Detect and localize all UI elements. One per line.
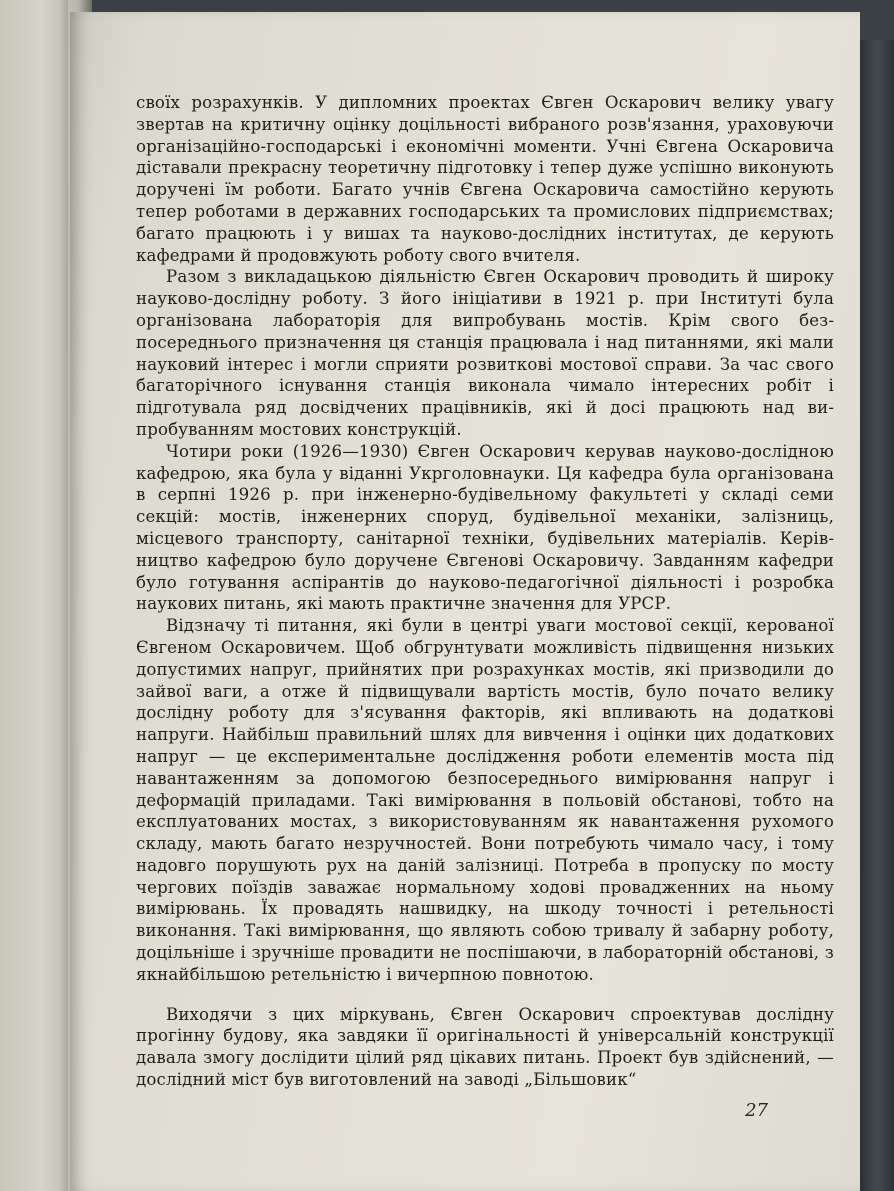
book-page [70,12,860,1191]
paragraph-4: Відзначу ті питання, які були в центрі уваги мостової секції, керованої Євгеном Оскаровичем. Щоб обгрунтувати можливість підвищення низьких допустимих напруг, прийнятих при розрахунках мостів, які призводили до зайвої ваги, а отже й підвищували вартість мостів, було почато велику дослідну роботу для з'ясування факторів, які впливають на додаткові напруги. Найбільш правильний шлях для вивчення і оцінки цих додаткових напруг — це експериментальне дослідження роботи елементів моста під навантаженням за допомогою безпосереднього вимірювання напруг і деформацій приладами. Такі вимірювання в польовій обстанові, тобто на експлуатованих мостах, з використовуванням як навантаження рухомого складу, мають багато незручностей. Вони потребують чимало часу, і тому надовго порушують рух на даній залізниці. Потреба в пропуску по мосту чергових поїздів заважає нормальному ходові провадженних на ньому вимірювань. Їх провадять нашвидку, на шкоду точності і ретельності виконання. Такі вимірювання, що являють собою тривалу й забарну роботу, доцільніше і зручніше провадити не поспішаючи, в лабораторній обстанові, з якнайбільшою ретельністю і вичерпною повнотою. [136,616,834,984]
page-number: 27 [745,1100,768,1121]
paragraph-3: Чотири роки (1926—1930) Євген Оскарович керував науково-дослідною кафедрою, яка була у віданні Укрголовнауки. Ця кафедра була організована в серпні 1926 р. при інженерно-будівельному факультеті у складі семи секцій: мостів, інженерних споруд, будівельної механіки, залізниць, місцевого транспорту, санітарної техніки, будівельних матеріалів. Керівництво кафедрою було доручене Євгенові Оскаровичу. Завданням кафедри було готування аспірантів до науково-педагогічної діяльності і розробка наукових питань, які мають практичне значення для УРСР. [136,441,834,614]
page-text [136,92,834,1091]
book-gutter-shadow [60,0,68,1191]
paragraph-2: Разом з викладацькою діяльністю Євген Оскарович проводить й широку науково-дослідну роботу. З його ініціативи в 1921 р. при Інституті була організована лабораторія для випробувань мостів. Крім свого безпосереднього призначення ця станція працювала і над питаннями, які мали науковий інтерес і могли сприяти розвиткові мостової справи. За час свого багаторічного існування станція виконала чимало інтересних робіт і підготувала ряд досвідчених працівників, які й досі працюють над випробуванням мостових конструкцій. [136,267,834,439]
book-cover-edge [860,40,894,1191]
paragraph-5: Виходячи з цих міркувань, Євген Оскарович спроектував дослідну прогінну будову, яка завдяки її оригінальності й універсальній конструкції давала змогу дослідити цілий ряд цікавих питань. Проект був здійснений, — дослідний міст був виготовлений на заводі „Більшовик“ [136,1004,834,1090]
paragraph-1: своїх розрахунків. У дипломних проектах Євген Оскарович велику увагу звертав на критичну оцінку доцільності вибраного розв'язання, ураховуючи організаційно-господарські і економічні моменти. Учні Євгена Оскаровича діставали прекрасну теоретичну підготовку і тепер дуже успішно виконують доручені їм роботи. Багато учнів Євгена Оскаровича самостійно керують тепер роботами в державних господарських та промислових підприємствах; багато працюють і у вишах та науково-дослідних інститутах, де керують кафедрами й продовжують роботу свого вчителя. [136,93,834,265]
